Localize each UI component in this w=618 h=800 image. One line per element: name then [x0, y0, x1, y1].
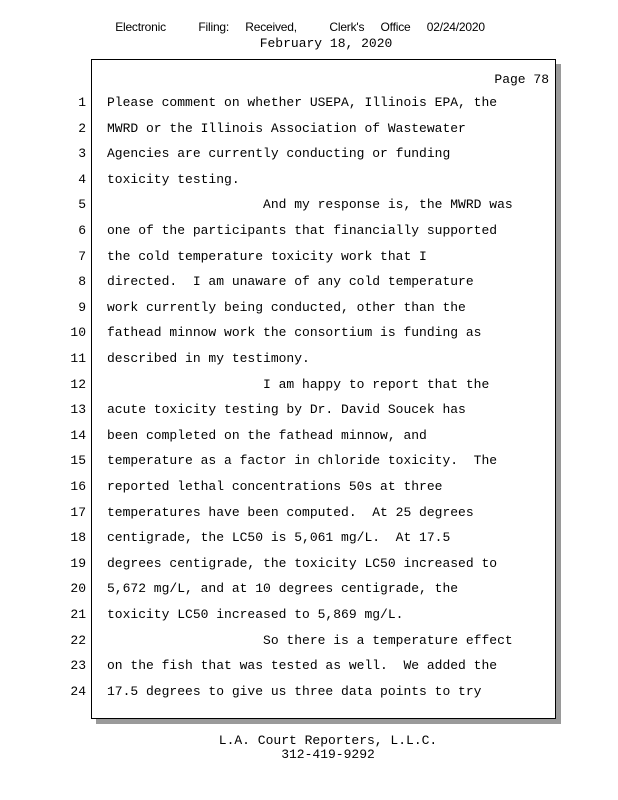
line-number: 20: [70, 581, 86, 596]
line-number: 10: [70, 325, 86, 340]
line-text: toxicity testing.: [107, 172, 240, 187]
line-text: Agencies are currently conducting or funding: [107, 146, 451, 161]
line-text: reported lethal concentrations 50s at three: [107, 479, 443, 494]
line-text: 17.5 degrees to give us three data points to try: [107, 684, 482, 699]
line-text: centigrade, the LC50 is 5,061 mg/L. At 17.5: [107, 530, 451, 545]
line-text: 5,672 mg/L, and at 10 degrees centigrade, the: [107, 581, 459, 596]
line-number: 16: [70, 479, 86, 494]
line-number: 15: [70, 453, 86, 468]
line-number: 14: [70, 428, 86, 443]
line-number: 9: [78, 300, 86, 315]
line-number: 6: [78, 223, 86, 238]
page-number: Page 78: [494, 72, 549, 87]
line-text: temperatures have been computed. At 25 degrees: [107, 505, 474, 520]
line-text: directed. I am unaware of any cold temperature: [107, 274, 474, 289]
line-number: 7: [78, 249, 86, 264]
line-text: acute toxicity testing by Dr. David Soucek has: [107, 402, 466, 417]
line-text: I am happy to report that the: [107, 377, 490, 392]
line-text: one of the participants that financially supported: [107, 223, 498, 238]
line-text: And my response is, the MWRD was: [107, 197, 513, 212]
line-number: 24: [70, 684, 86, 699]
line-number: 2: [78, 121, 86, 136]
line-text: MWRD or the Illinois Association of Wastewater: [107, 121, 466, 136]
line-number: 8: [78, 274, 86, 289]
line-number: 4: [78, 172, 86, 187]
line-text: described in my testimony.: [107, 351, 310, 366]
line-number: 17: [70, 505, 86, 520]
line-text: work currently being conducted, other than the: [107, 300, 466, 315]
filing-stamp: Electronic Filing: Received, Clerk's Office 02/24/2020: [115, 20, 485, 34]
line-number: 19: [70, 556, 86, 571]
line-number: 13: [70, 402, 86, 417]
line-text: the cold temperature toxicity work that I: [107, 249, 427, 264]
line-text: fathead minnow work the consortium is funding as: [107, 325, 482, 340]
line-number: 12: [70, 377, 86, 392]
line-number: 3: [78, 146, 86, 161]
line-text: So there is a temperature effect: [107, 633, 513, 648]
line-text: temperature as a factor in chloride toxicity. The: [107, 453, 498, 468]
footer-phone: 312-419-9292: [281, 747, 375, 762]
line-text: toxicity LC50 increased to 5,869 mg/L.: [107, 607, 404, 622]
line-number: 1: [78, 95, 86, 110]
line-number: 22: [70, 633, 86, 648]
line-text: been completed on the fathead minnow, and: [107, 428, 427, 443]
line-text: on the fish that was tested as well. We added the: [107, 658, 498, 673]
line-number: 23: [70, 658, 86, 673]
line-text: Please comment on whether USEPA, Illinois EPA, the: [107, 95, 498, 110]
line-number: 18: [70, 530, 86, 545]
footer-company: L.A. Court Reporters, L.L.C.: [218, 733, 438, 748]
line-text: degrees centigrade, the toxicity LC50 increased to: [107, 556, 498, 571]
line-number: 5: [78, 197, 86, 212]
hearing-date: February 18, 2020: [259, 36, 393, 51]
line-number: 21: [70, 607, 86, 622]
line-number: 11: [70, 351, 86, 366]
